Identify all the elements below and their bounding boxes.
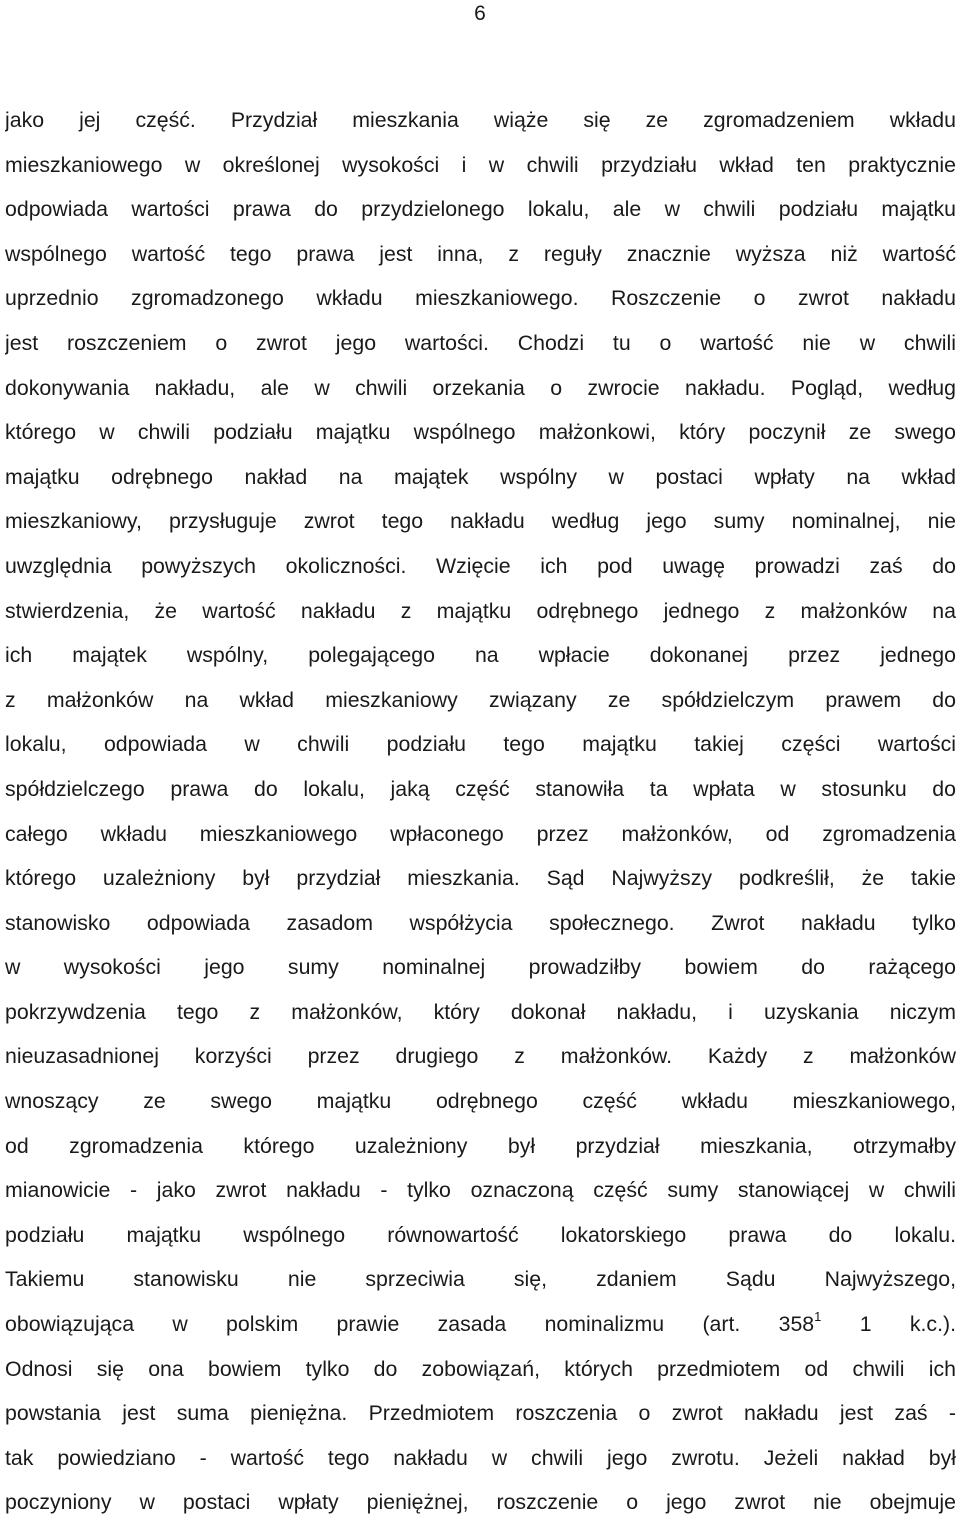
article-reference-text: obowiązująca w polskim prawie zasada nominalizmu (art. 358 [5,1312,815,1337]
text-line: odpowiada wartości prawa do przydzielonego lokalu, ale w chwili podziału majątku [5,197,956,222]
text-line: którego w chwili podziału majątku wspólnego małżonkowi, który poczynił ze swego [5,420,956,445]
text-line: tak powiedziano - wartość tego nakładu w chwili jego zwrotu. Jeżeli nakład był [5,1445,956,1470]
text-line: pokrzywdzenia tego z małżonków, który dokonał nakładu, i uzyskania niczym [5,999,956,1024]
text-line: mianowicie - jako zwrot nakładu - tylko oznaczoną część sumy stanowiącej w chwili [5,1178,956,1203]
text-line: całego wkładu mieszkaniowego wpłaconego przez małżonków, od zgromadzenia [5,821,956,846]
text-line: Takiemu stanowisku nie sprzeciwia się, zdaniem Sądu Najwyższego, [5,1267,956,1292]
text-line: od zgromadzenia którego uzależniony był przydział mieszkania, otrzymałby [5,1133,956,1158]
text-line-with-footnote [5,1302,957,1347]
text-line: stanowisko odpowiada zasadom współżycia społecznego. Zwrot nakładu tylko [5,910,956,935]
text-line: wnoszący ze swego majątku odrębnego część wkładu mieszkaniowego, [5,1089,956,1114]
text-line: podziału majątku wspólnego równowartość lokatorskiego prawa do lokalu. [5,1222,956,1247]
text-line: mieszkaniowego w określonej wysokości i w chwili przydziału wkład ten praktycznie [5,152,956,177]
text-line: stwierdzenia, że wartość nakładu z majątku odrębnego jednego z małżonków na [5,598,956,623]
text-line: wspólnego wartość tego prawa jest inna, z reguły znacznie wyższa niż wartość [5,241,956,266]
text-line: jest roszczeniem o zwrot jego wartości. Chodzi tu o wartość nie w chwili [5,330,956,355]
text-line: w wysokości jego sumy nominalnej prowadziłby bowiem do rażącego [5,955,956,980]
text-line: powstania jest suma pieniężna. Przedmiotem roszczenia o zwrot nakładu jest zaś - [5,1401,956,1426]
text-line: nieuzasadnionej korzyści przez drugiego z małżonków. Każdy z małżonków [5,1044,956,1069]
text-line: mieszkaniowy, przysługuje zwrot tego nakładu według jego sumy nominalnej, nie [5,509,956,534]
footnote-superscript: 1 [814,1309,822,1325]
text-line: uwzględnia powyższych okoliczności. Wzięcie ich pod uwagę prowadzi zaś do [5,553,956,578]
article-reference-suffix: 1 k.c.). [821,1312,956,1337]
text-line: lokalu, odpowiada w chwili podziału tego majątku takiej części wartości [5,732,956,757]
text-line: Odnosi się ona bowiem tylko do zobowiązań, których przedmiotem od chwili ich [5,1356,956,1381]
page-number: 6 [474,2,486,25]
text-line: z małżonków na wkład mieszkaniowy związany ze spółdzielczym prawem do [5,687,956,712]
text-line: spółdzielczego prawa do lokalu, jaką część stanowiła ta wpłata w stosunku do [5,776,956,801]
text-line: majątku odrębnego nakład na majątek wspólny w postaci wpłaty na wkład [5,464,956,489]
text-line: ich majątek wspólny, polegającego na wpłacie dokonanej przez jednego [5,643,956,668]
text-line: którego uzależniony był przydział mieszkania. Sąd Najwyższy podkreślił, że takie [5,866,956,891]
body-text [5,98,957,1525]
text-line: jako jej część. Przydział mieszkania wiąże się ze zgromadzeniem wkładu [5,108,956,132]
text-line: dokonywania nakładu, ale w chwili orzekania o zwrocie nakładu. Pogląd, według [5,375,956,400]
text-line: uprzednio zgromadzonego wkładu mieszkaniowego. Roszczenie o zwrot nakładu [5,286,956,311]
text-line: poczyniony w postaci wpłaty pieniężnej, roszczenie o jego zwrot nie obejmuje [5,1490,956,1515]
